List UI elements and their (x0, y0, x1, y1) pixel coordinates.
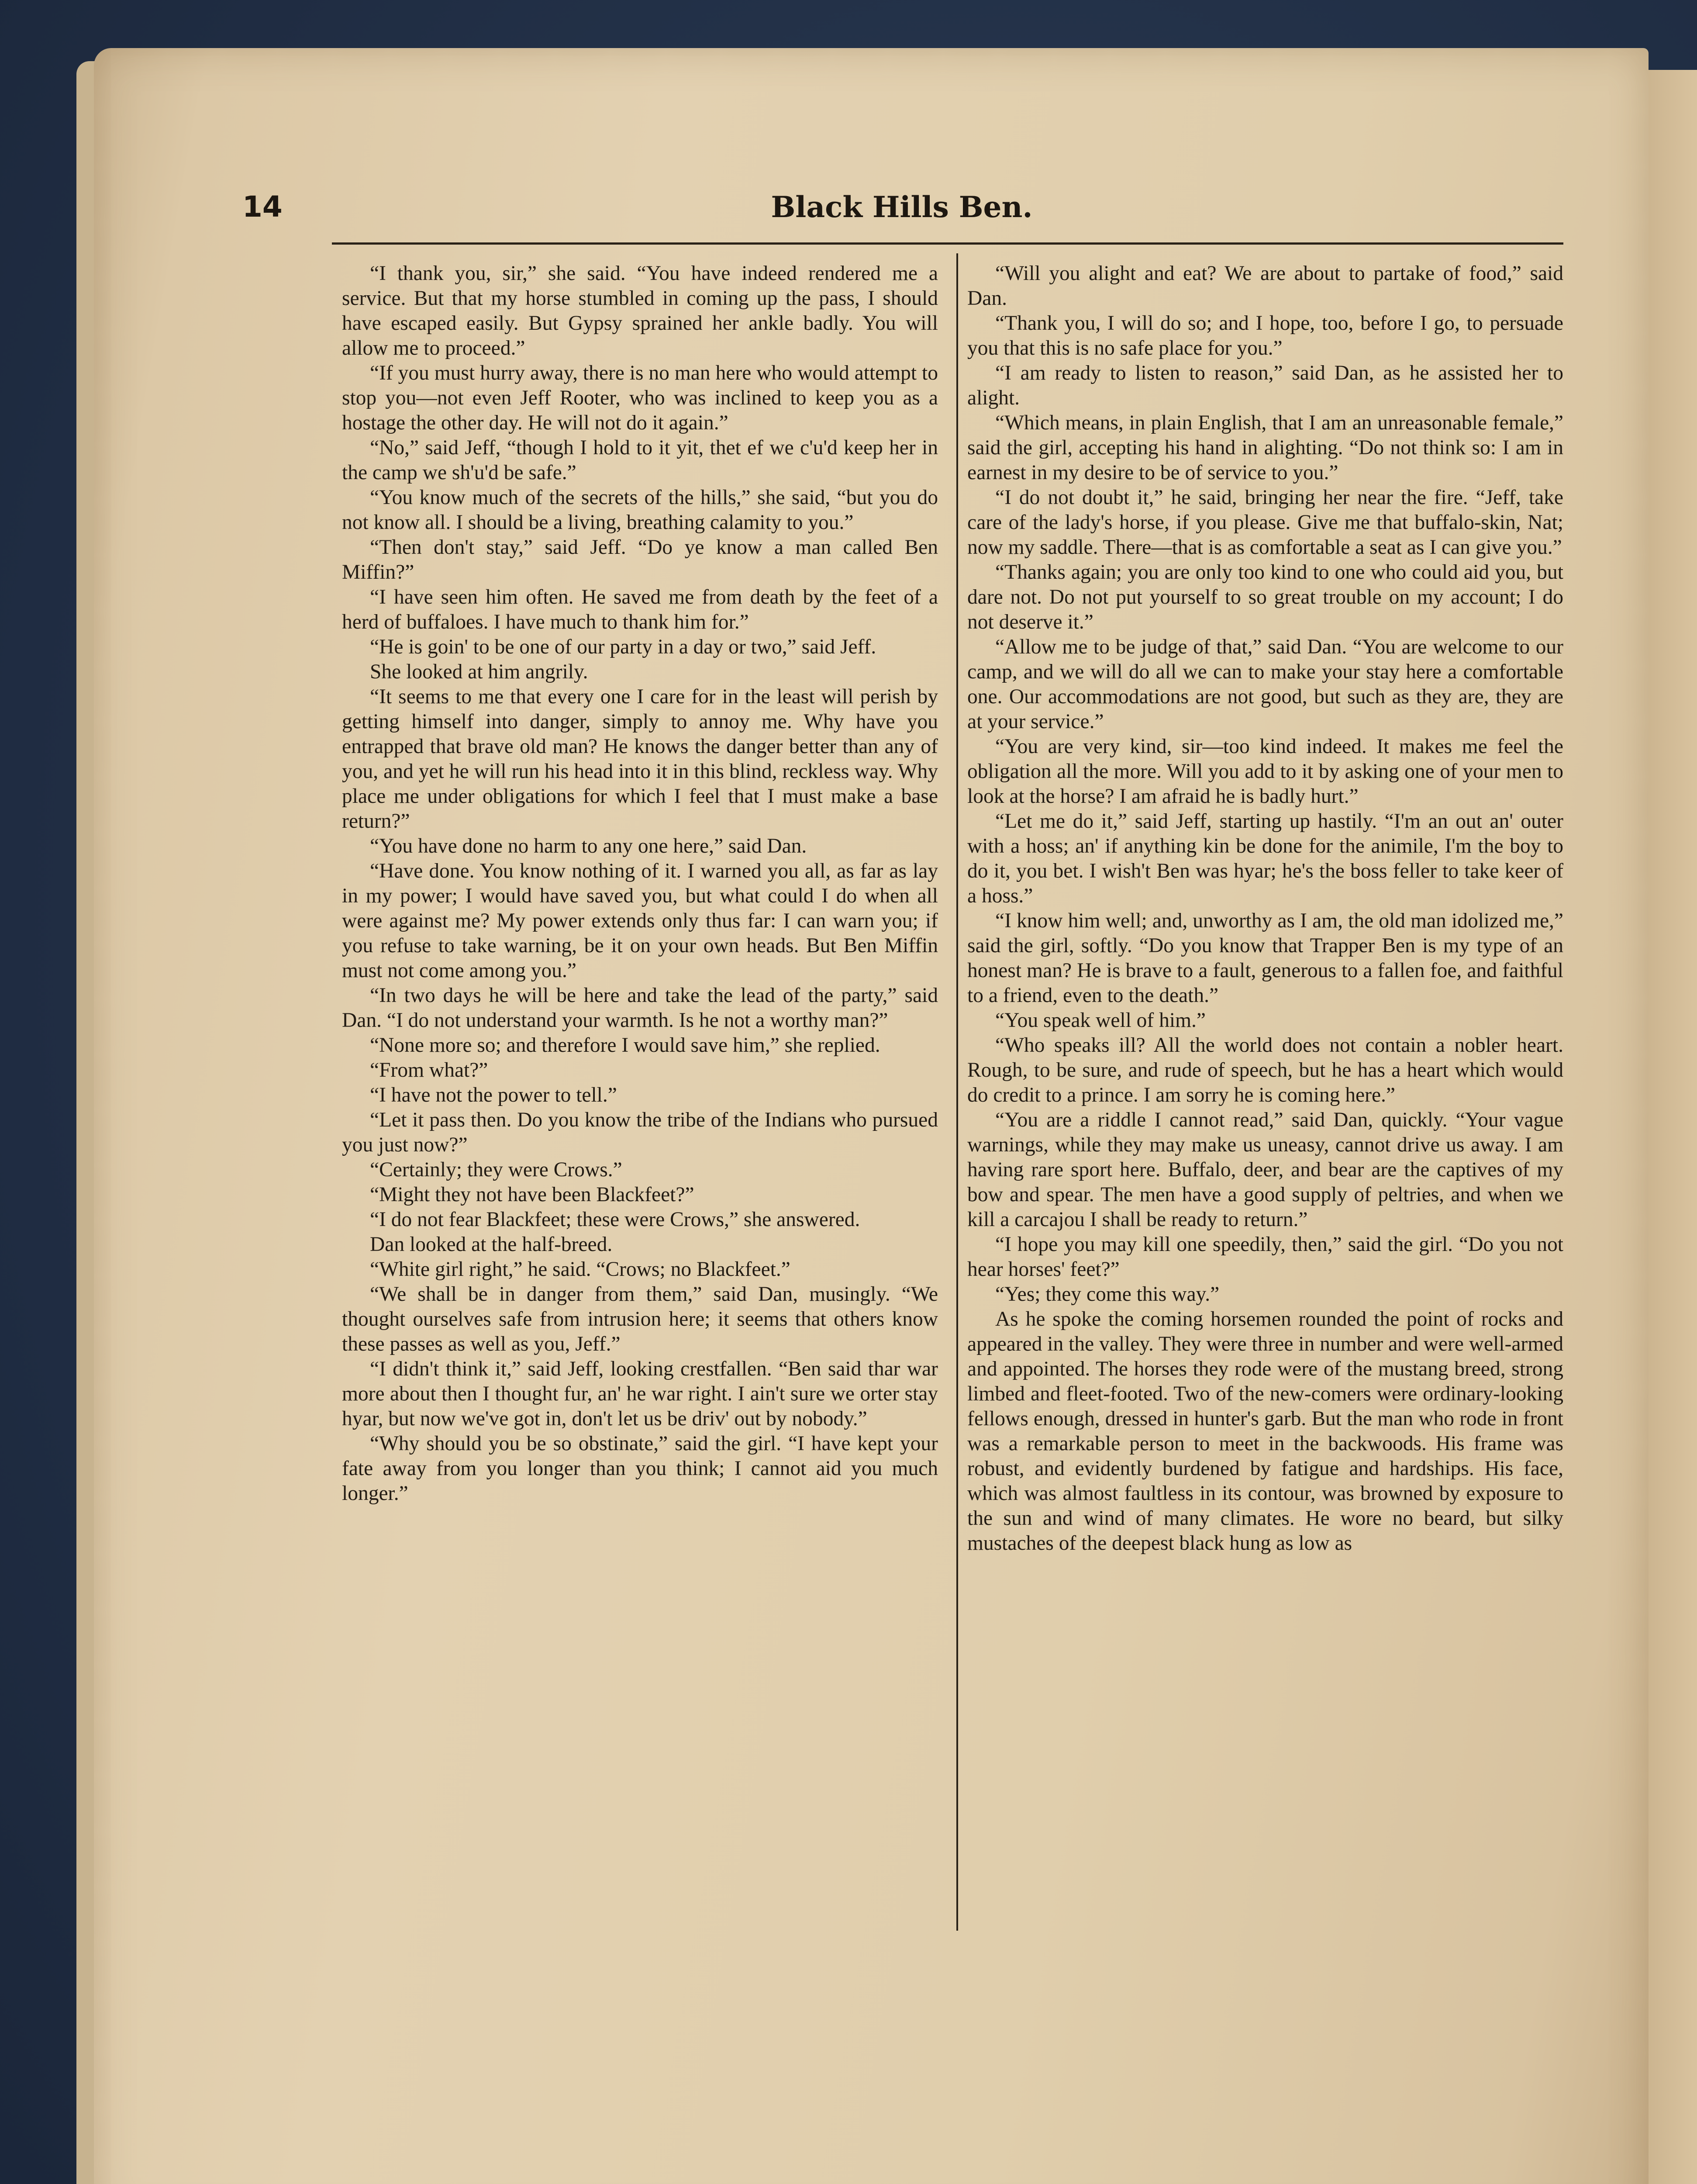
paragraph: “I have seen him often. He saved me from death by the feet of a herd of buffaloes. I have much to thank him for.” (342, 586, 938, 633)
header-rule (332, 242, 1563, 245)
paragraph: “Have done. You know nothing of it. I warned you all, as far as lay in my power; I would have saved you, but what could I do when all were against me? My power extends only thus far: I can warn you; if you refuse to take warning, be it on your own heads. But Ben Miffin must not come among you.” (342, 860, 938, 982)
paragraph: “I thank you, sir,” she said. “You have indeed rendered me a service. But that my horse stumbled in coming up the pass, I should have escaped easily. But Gypsy sprained her ankle badly. You will allow me to proceed.” (342, 262, 938, 359)
paragraph: “I didn't think it,” said Jeff, looking crestfallen. “Ben said thar war more about then I thought fur, an' he war right. I ain't sure we orter stay hyar, but now we've got in, don't let us be driv' out by nobody.” (342, 1358, 938, 1430)
facing-page-edge (1646, 70, 1697, 2184)
paragraph: “No,” said Jeff, “though I hold to it yit, thet ef we c'u'd keep her in the camp we sh'u'd be safe.” (342, 436, 938, 484)
paragraph: “In two days he will be here and take the lead of the party,” said Dan. “I do not understand your warmth. Is he not a worthy man?” (342, 984, 938, 1032)
column-divider (956, 253, 958, 1931)
paragraph: “None more so; and therefore I would save him,” she replied. (370, 1034, 880, 1057)
right-column (967, 261, 1563, 1556)
paragraph: “You speak well of him.” (995, 1009, 1206, 1032)
paragraph: “You are very kind, sir—too kind indeed. It makes me feel the obligation all the more. Will you add to it by asking one of your men to look at the horse? I am afraid he is badly hurt.” (967, 735, 1563, 808)
paragraph: “From what?” (370, 1059, 488, 1082)
paragraph: “If you must hurry away, there is no man here who would attempt to stop you—not even Jeff Rooter, who was inclined to keep you as a hostage the other day. He will not do it again.” (342, 362, 938, 434)
paragraph: As he spoke the coming horsemen rounded the point of rocks and appeared in the valley. They were three in number and were well-armed and appointed. The horses they rode were of the mustang breed, strong limbed and fleet-footed. Two of the new-comers were ordinary-looking fellows enough, dressed in hunter's garb. But the man who rode in front was a remarkable person to meet in the backwoods. His frame was robust, and evidently burdened by fatigue and hardships. His face, which was almost faultless in its contour, was browned by exposure to the sun and wind of many climates. He wore no beard, but silky mustaches of the deepest black hung as low as (967, 1308, 1563, 1555)
paragraph: “Might they not have been Blackfeet?” (370, 1183, 694, 1206)
paragraph: “Why should you be so obstinate,” said the girl. “I have kept your fate away from you longer than you think; I cannot aid you much longer.” (342, 1432, 938, 1505)
paragraph: “You have done no harm to any one here,” said Dan. (370, 835, 807, 857)
paragraph: “I do not doubt it,” he said, bringing her near the fire. “Jeff, take care of the lady's horse, if you please. Give me that buffalo-skin, Nat; now my saddle. There—that is as comfortable a seat as I can give you.” (967, 486, 1563, 559)
paragraph: “Certainly; they were Crows.” (370, 1158, 622, 1181)
paragraph: “He is goin' to be one of our party in a day or two,” said Jeff. (370, 636, 876, 658)
paragraph: “I know him well; and, unworthy as I am, the old man idolized me,” said the girl, softly. “Do you know that Trapper Ben is my type of an honest man? He is brave to a fault, generous to a fallen foe, and faithful to a friend, even to the death.” (967, 909, 1563, 1007)
paragraph: “Thank you, I will do so; and I hope, too, before I go, to persuade you that this is no safe place for you.” (967, 312, 1563, 359)
paragraph: “Then don't stay,” said Jeff. “Do ye know a man called Ben Miffin?” (342, 536, 938, 584)
paragraph: “Allow me to be judge of that,” said Dan. “You are welcome to our camp, and we will do all we can to make your stay here a comfortable one. Our accommodations are not good, but such as they are, they are at your service.” (967, 636, 1563, 733)
paragraph: “Thanks again; you are only too kind to one who could aid you, but dare not. Do not put yourself to so great trouble on my account; I do not deserve it.” (967, 561, 1563, 633)
paragraph: She looked at him angrily. (370, 660, 588, 683)
paragraph: “It seems to me that every one I care for in the least will perish by getting himself into danger, simply to annoy me. Why have you entrapped that brave old man? He knows the danger better than any of you, and yet he will run his head into it in this blind, reckless way. Why place me under obligations for which I feel that I must make a base return?” (342, 685, 938, 833)
paragraph: “Let me do it,” said Jeff, starting up hastily. “I'm an out an' outer with a hoss; an' if anything kin be done for the animile, I'm the boy to do it, you bet. I wish't Ben was hyar; he's the boss feller to take keer of a hoss.” (967, 810, 1563, 907)
paragraph: “We shall be in danger from them,” said Dan, musingly. “We thought ourselves safe from intrusion here; it seems that others know these passes as well as you, Jeff.” (342, 1283, 938, 1355)
paragraph: “Will you alight and eat? We are about to partake of food,” said Dan. (967, 262, 1563, 310)
paragraph: “You are a riddle I cannot read,” said Dan, quickly. “Your vague warnings, while they may make us uneasy, cannot drive us away. I am having rare sport here. Buffalo, deer, and bear are the captives of my bow and spear. The men have a good supply of peltries, and when we kill a carcajou I shall be ready to return.” (967, 1109, 1563, 1231)
running-title: Black Hills Ben. (771, 190, 1033, 224)
paragraph: “I have not the power to tell.” (370, 1084, 617, 1106)
paragraph: “Who speaks ill? All the world does not contain a nobler heart. Rough, to be sure, and rude of speech, but he has a heart which would do credit to a prince. I am sorry he is coming here.” (967, 1034, 1563, 1106)
paragraph: “I am ready to listen to reason,” said Dan, as he assisted her to alight. (967, 362, 1563, 409)
paragraph: “Yes; they come this way.” (995, 1283, 1220, 1306)
paragraph: Dan looked at the half-breed. (370, 1233, 613, 1256)
page-number: 14 (242, 190, 283, 224)
paragraph: “White girl right,” he said. “Crows; no Blackfeet.” (370, 1258, 790, 1281)
paragraph: “Which means, in plain English, that I am an unreasonable female,” said the girl, accepting his hand in alighting. “Do not think so: I am in earnest in my desire to be of service to you.” (967, 411, 1563, 484)
paragraph: “You know much of the secrets of the hills,” she said, “but you do not know all. I should be a living, breathing calamity to you.” (342, 486, 938, 534)
left-column (342, 261, 938, 1506)
running-header (242, 190, 1561, 242)
paragraph: “I hope you may kill one speedily, then,” said the girl. “Do you not hear horses' feet?” (967, 1233, 1563, 1281)
paragraph: “I do not fear Blackfeet; these were Crows,” she answered. (370, 1208, 860, 1231)
paragraph: “Let it pass then. Do you know the tribe of the Indians who pursued you just now?” (342, 1109, 938, 1156)
